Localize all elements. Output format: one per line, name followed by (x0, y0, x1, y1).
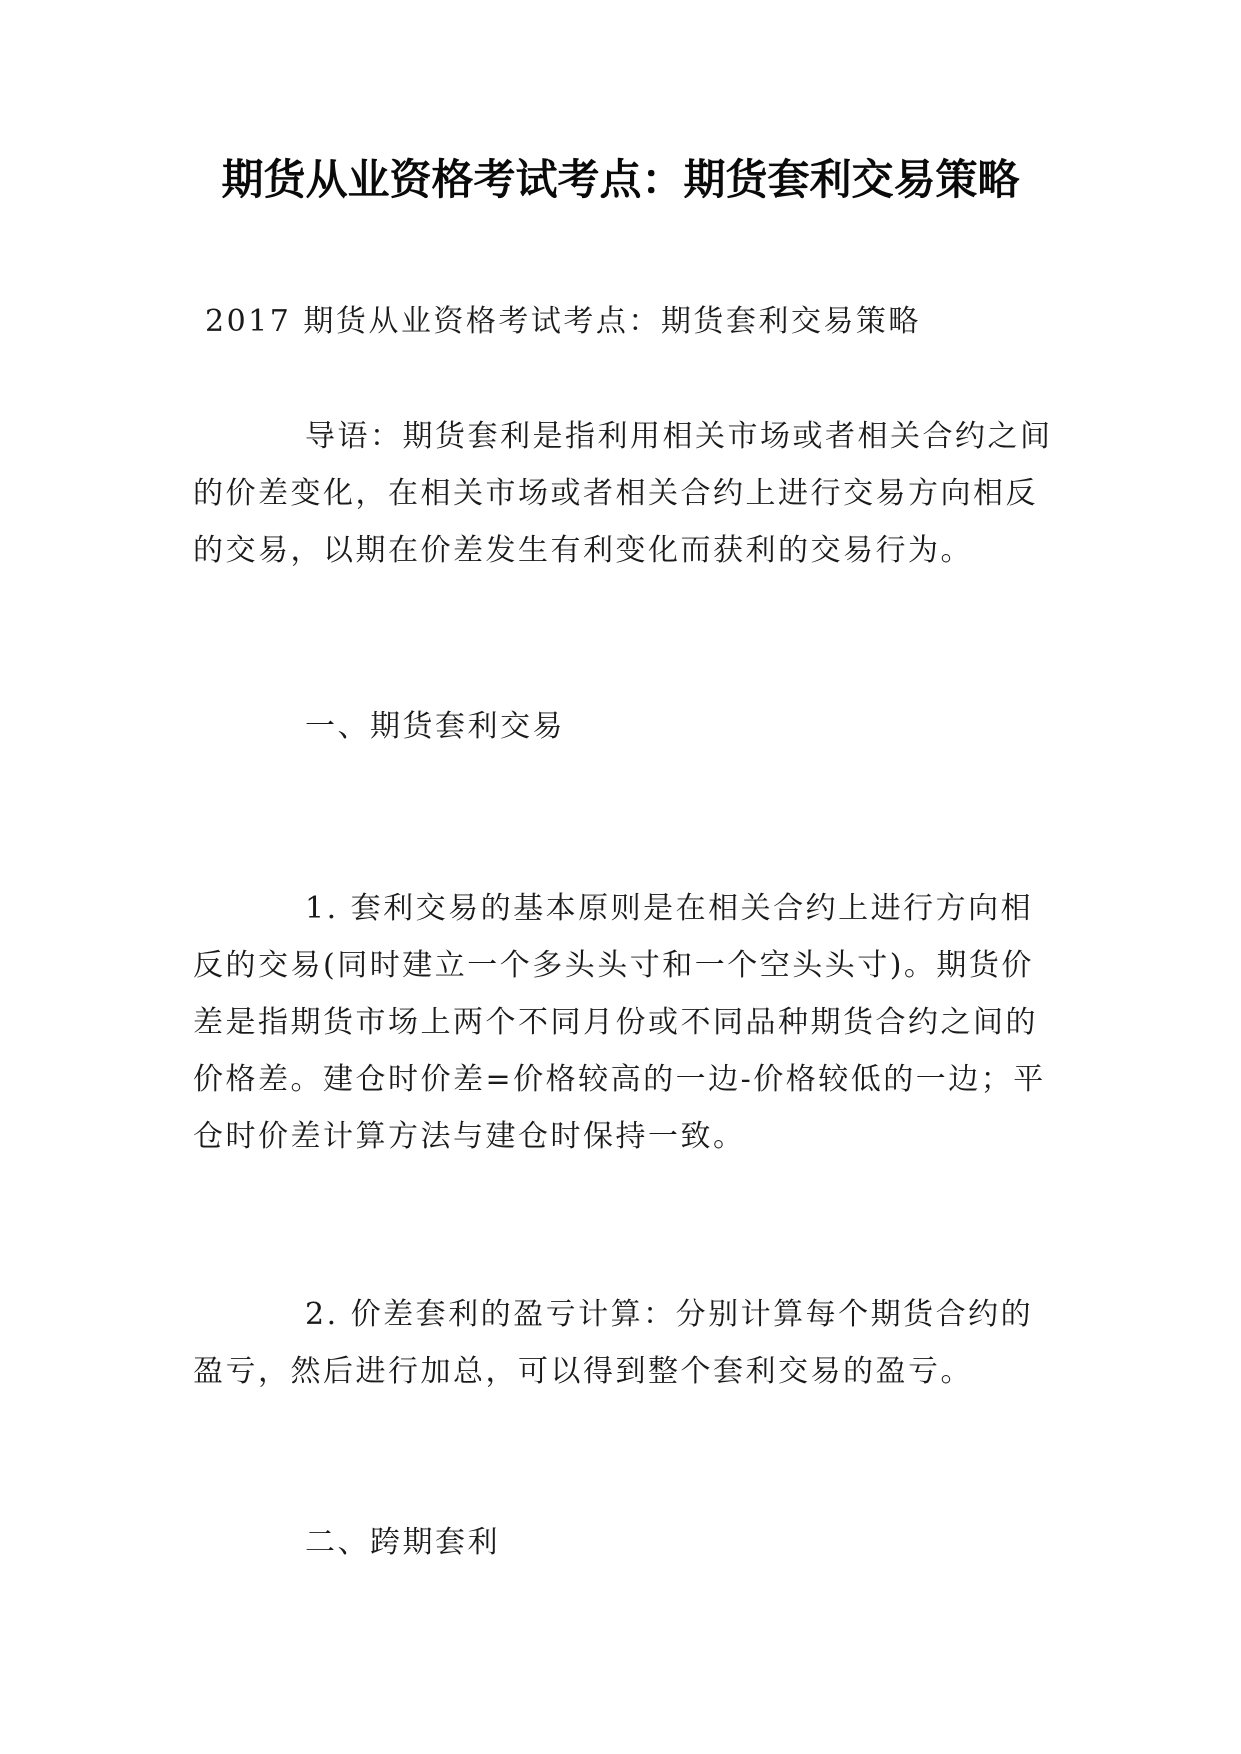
list-item-2-paragraph: 2. 价差套利的盈亏计算：分别计算每个期货合约的盈亏，然后进行加总，可以得到整个套利交易的盈亏。 (193, 1297, 1034, 1389)
document-title: 期货从业资格考试考点：期货套利交易策略 (221, 155, 1020, 204)
section-heading-2: 二、跨期套利 (305, 1525, 500, 1560)
list-item-1-paragraph: 1. 套利交易的基本原则是在相关合约上进行方向相反的交易(同时建立一个多头头寸和一个空头头寸)。期货价差是指期货市场上两个不同月份或不同品种期货合约之间的价格差。建仓时价差=价格较高的一边-价格较低的一边；平仓时价差计算方法与建仓时保持一致。 (193, 891, 1046, 1154)
document-subtitle: 2017 期货从业资格考试考点：期货套利交易策略 (205, 304, 921, 339)
section-heading-1: 一、期货套利交易 (305, 709, 565, 744)
intro-paragraph: 导语：期货套利是指利用相关市场或者相关合约之间的价差变化，在相关市场或者相关合约上进行交易方向相反的交易，以期在价差发生有利变化而获利的交易行为。 (193, 419, 1053, 568)
